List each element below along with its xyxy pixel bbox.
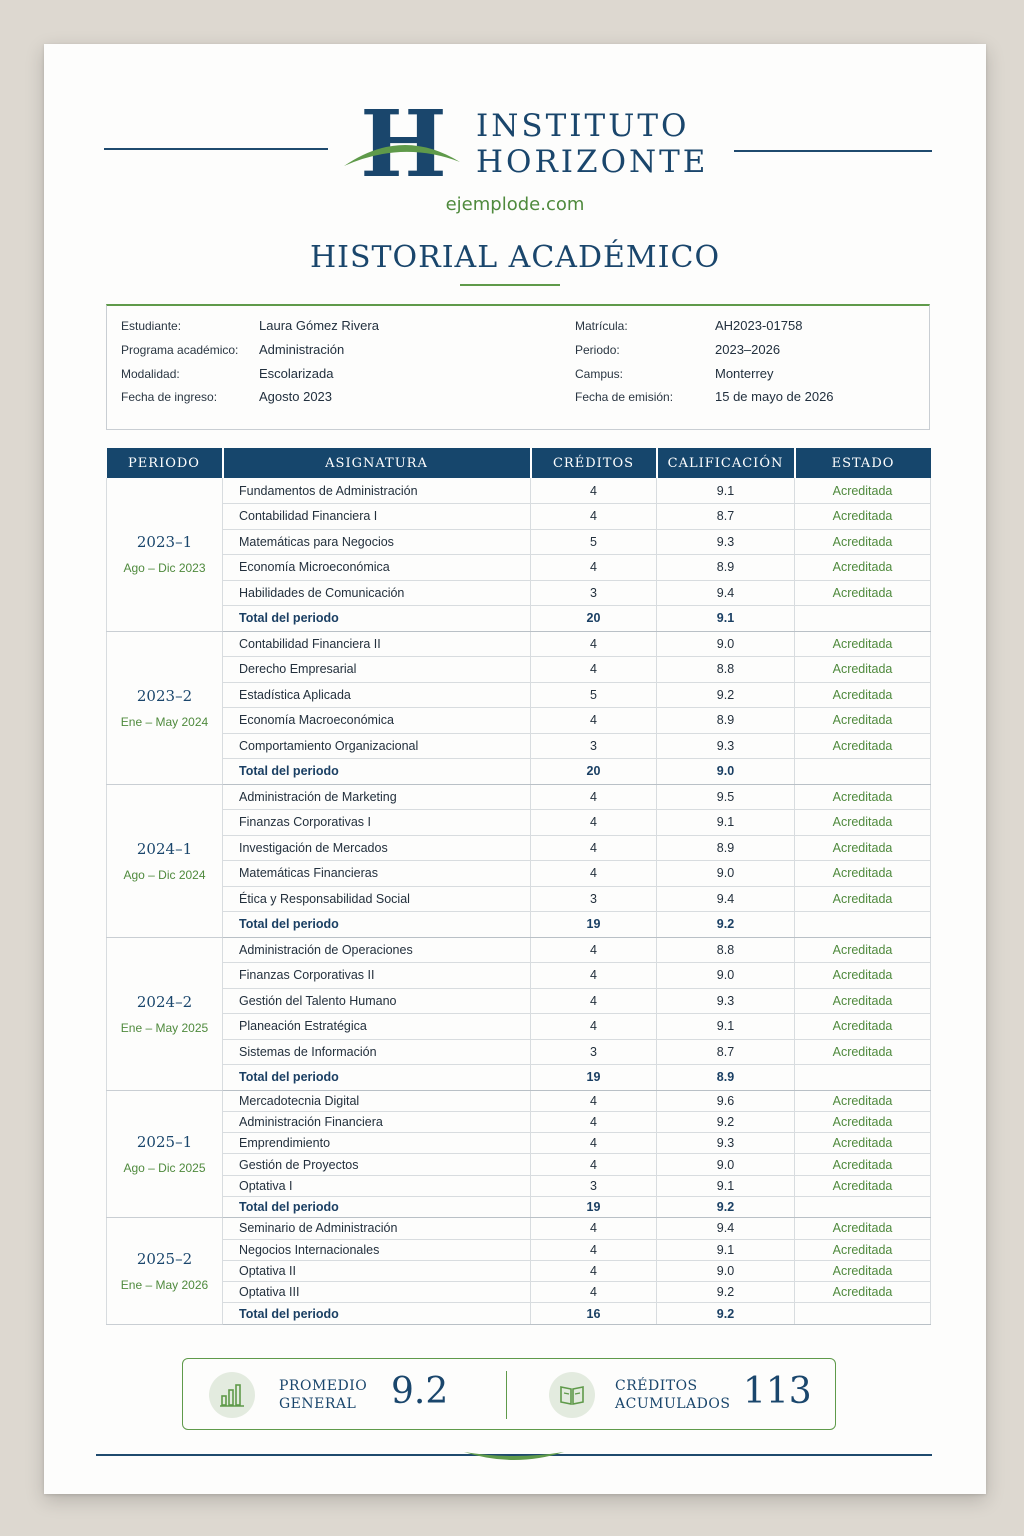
subject-name: Fundamentos de Administración [223, 478, 531, 504]
subject-status: Acreditada [795, 1154, 931, 1175]
subject-status: Acreditada [795, 1090, 931, 1111]
period-total-row [107, 1303, 931, 1324]
info-value: 15 de mayo de 2026 [715, 389, 834, 404]
total-status-empty [795, 606, 931, 632]
subject-credits: 4 [531, 1014, 657, 1040]
credits-label [615, 1377, 730, 1413]
credits-value: 113 [743, 1371, 812, 1412]
subject-status: Acreditada [795, 937, 931, 963]
total-credits: 19 [531, 1065, 657, 1091]
subject-credits: 4 [531, 631, 657, 657]
subject-name: Gestión de Proyectos [223, 1154, 531, 1175]
institution-name [476, 108, 708, 180]
subject-grade: 9.6 [657, 1090, 795, 1111]
subject-grade: 8.7 [657, 504, 795, 530]
total-status-empty [795, 759, 931, 785]
header-creditos: CRÉDITOS [531, 448, 657, 478]
subject-grade: 9.4 [657, 886, 795, 912]
subject-status: Acreditada [795, 1218, 931, 1239]
summary-box [182, 1358, 836, 1430]
header-rule-left [104, 148, 328, 150]
info-label: Programa académico: [121, 343, 239, 357]
table-row [107, 1175, 931, 1196]
subject-grade: 9.2 [657, 682, 795, 708]
subject-grade: 9.3 [657, 988, 795, 1014]
subject-credits: 3 [531, 1039, 657, 1065]
subject-grade: 9.5 [657, 784, 795, 810]
subject-status: Acreditada [795, 478, 931, 504]
period-range: Ago – Dic 2025 [123, 1160, 206, 1175]
subject-status: Acreditada [795, 1014, 931, 1040]
subject-credits: 4 [531, 1260, 657, 1281]
subject-status: Acreditada [795, 1260, 931, 1281]
table-row [107, 1260, 931, 1281]
subject-name: Optativa II [223, 1260, 531, 1281]
subject-credits: 4 [531, 1218, 657, 1239]
info-label: Periodo: [575, 343, 620, 357]
period-code: 2025–1 [136, 1132, 193, 1151]
subject-credits: 4 [531, 1111, 657, 1132]
table-row [107, 1090, 931, 1111]
subject-status: Acreditada [795, 580, 931, 606]
table-row [107, 810, 931, 836]
subject-credits: 4 [531, 988, 657, 1014]
table-row [107, 1133, 931, 1154]
subject-name: Matemáticas para Negocios [223, 529, 531, 555]
institute-logo [342, 96, 472, 186]
subject-grade: 9.3 [657, 529, 795, 555]
header-estado: ESTADO [795, 448, 931, 478]
table-row [107, 478, 931, 504]
table-header-row [107, 448, 931, 478]
period-cell [107, 478, 223, 631]
subject-status: Acreditada [795, 708, 931, 734]
header-calificacion: CALIFICACIÓN [657, 448, 795, 478]
info-label: Estudiante: [121, 319, 182, 333]
table-row [107, 937, 931, 963]
table-row [107, 504, 931, 530]
subject-name: Administración de Marketing [223, 784, 531, 810]
period-total-row [107, 912, 931, 938]
subject-status: Acreditada [795, 1133, 931, 1154]
subject-name: Comportamiento Organizacional [223, 733, 531, 759]
info-label: Matrícula: [575, 319, 628, 333]
total-status-empty [795, 1196, 931, 1217]
total-label: Total del periodo [223, 912, 531, 938]
subject-credits: 3 [531, 733, 657, 759]
table-row [107, 580, 931, 606]
table-row [107, 1239, 931, 1260]
subject-name: Contabilidad Financiera II [223, 631, 531, 657]
subject-status: Acreditada [795, 1282, 931, 1303]
average-label [279, 1377, 367, 1413]
period-cell [107, 784, 223, 937]
subject-name: Planeación Estratégica [223, 1014, 531, 1040]
header-asignatura: ASIGNATURA [223, 448, 531, 478]
subject-grade: 9.3 [657, 1133, 795, 1154]
total-label: Total del periodo [223, 1303, 531, 1324]
period-code: 2023–1 [136, 533, 193, 552]
subject-grade: 9.0 [657, 1260, 795, 1281]
title-underline [460, 284, 560, 286]
open-book-icon [549, 1372, 595, 1418]
subject-credits: 4 [531, 963, 657, 989]
period-total-row [107, 1065, 931, 1091]
period-total-row [107, 1196, 931, 1217]
subject-name: Mercadotecnia Digital [223, 1090, 531, 1111]
header-rule-right [734, 150, 932, 152]
total-grade: 9.2 [657, 1196, 795, 1217]
subject-credits: 4 [531, 810, 657, 836]
header-periodo: PERIODO [107, 448, 223, 478]
subject-grade: 8.8 [657, 657, 795, 683]
table-row [107, 963, 931, 989]
subject-grade: 9.1 [657, 1239, 795, 1260]
total-label: Total del periodo [223, 1196, 531, 1217]
subject-credits: 4 [531, 1133, 657, 1154]
subject-name: Investigación de Mercados [223, 835, 531, 861]
subject-status: Acreditada [795, 1111, 931, 1132]
subject-name: Optativa I [223, 1175, 531, 1196]
subject-name: Matemáticas Financieras [223, 861, 531, 887]
total-label: Total del periodo [223, 759, 531, 785]
subject-credits: 3 [531, 1175, 657, 1196]
subject-grade: 8.7 [657, 1039, 795, 1065]
subject-status: Acreditada [795, 886, 931, 912]
subject-grade: 9.0 [657, 963, 795, 989]
total-grade: 8.9 [657, 1065, 795, 1091]
period-range: Ago – Dic 2023 [123, 561, 206, 576]
table-row [107, 988, 931, 1014]
period-range: Ene – May 2025 [120, 1020, 209, 1035]
info-label: Campus: [575, 367, 624, 381]
info-value: Escolarizada [259, 366, 334, 381]
info-value: AH2023-01758 [715, 318, 803, 333]
total-grade: 9.2 [657, 1303, 795, 1324]
subject-grade: 9.0 [657, 861, 795, 887]
period-cell [107, 631, 223, 784]
credits-label-line1: CRÉDITOS [615, 1378, 698, 1394]
credits-label-line2: ACUMULADOS [615, 1396, 731, 1412]
subject-name: Administración Financiera [223, 1111, 531, 1132]
table-row [107, 784, 931, 810]
period-code: 2024–1 [136, 839, 193, 858]
grades-table [106, 448, 931, 1325]
subject-status: Acreditada [795, 988, 931, 1014]
table-row [107, 708, 931, 734]
table-row [107, 1154, 931, 1175]
total-label: Total del periodo [223, 606, 531, 632]
subject-name: Economía Microeconómica [223, 555, 531, 581]
total-credits: 19 [531, 1196, 657, 1217]
info-value: Agosto 2023 [259, 389, 333, 404]
summary-divider [506, 1371, 507, 1419]
table-row [107, 1282, 931, 1303]
table-row [107, 529, 931, 555]
subject-name: Negocios Internacionales [223, 1239, 531, 1260]
table-row [107, 835, 931, 861]
table-row [107, 657, 931, 683]
total-status-empty [795, 912, 931, 938]
total-grade: 9.1 [657, 606, 795, 632]
subject-grade: 8.9 [657, 835, 795, 861]
total-credits: 19 [531, 912, 657, 938]
period-range: Ago – Dic 2024 [123, 867, 206, 882]
table-row [107, 631, 931, 657]
subject-credits: 4 [531, 657, 657, 683]
period-code: 2023–2 [136, 686, 193, 705]
subject-status: Acreditada [795, 835, 931, 861]
subject-grade: 8.9 [657, 708, 795, 734]
period-cell [107, 937, 223, 1090]
table-row [107, 1218, 931, 1239]
transcript-sheet [44, 44, 986, 1494]
subject-name: Seminario de Administración [223, 1218, 531, 1239]
total-credits: 20 [531, 759, 657, 785]
table-row [107, 733, 931, 759]
subject-credits: 4 [531, 1154, 657, 1175]
info-value: Administración [259, 342, 345, 357]
subject-status: Acreditada [795, 1239, 931, 1260]
subject-name: Ética y Responsabilidad Social [223, 886, 531, 912]
total-status-empty [795, 1303, 931, 1324]
subject-grade: 9.4 [657, 1218, 795, 1239]
subject-status: Acreditada [795, 1175, 931, 1196]
subject-credits: 4 [531, 504, 657, 530]
subject-name: Finanzas Corporativas II [223, 963, 531, 989]
period-cell [107, 1218, 223, 1324]
subject-name: Contabilidad Financiera I [223, 504, 531, 530]
subject-grade: 9.2 [657, 1111, 795, 1132]
period-cell [107, 1090, 223, 1218]
subject-status: Acreditada [795, 504, 931, 530]
subject-grade: 9.1 [657, 1175, 795, 1196]
subject-grade: 9.2 [657, 1282, 795, 1303]
table-row [107, 555, 931, 581]
subject-credits: 4 [531, 861, 657, 887]
subject-name: Administración de Operaciones [223, 937, 531, 963]
subject-credits: 3 [531, 886, 657, 912]
total-label: Total del periodo [223, 1065, 531, 1091]
subject-name: Optativa III [223, 1282, 531, 1303]
table-row [107, 886, 931, 912]
subject-name: Estadística Aplicada [223, 682, 531, 708]
subject-name: Finanzas Corporativas I [223, 810, 531, 836]
info-value: Laura Gómez Rivera [259, 318, 379, 333]
subject-grade: 9.1 [657, 810, 795, 836]
logo-letter: H [360, 96, 447, 186]
table-row [107, 682, 931, 708]
subject-status: Acreditada [795, 810, 931, 836]
subject-name: Derecho Empresarial [223, 657, 531, 683]
subject-credits: 4 [531, 1282, 657, 1303]
table-row [107, 1014, 931, 1040]
total-status-empty [795, 1065, 931, 1091]
info-value: Monterrey [715, 366, 774, 381]
info-label: Fecha de emisión: [575, 390, 674, 404]
subject-status: Acreditada [795, 963, 931, 989]
period-total-row [107, 606, 931, 632]
period-code: 2024–2 [136, 992, 193, 1011]
subject-grade: 9.4 [657, 580, 795, 606]
subject-grade: 9.1 [657, 1014, 795, 1040]
average-label-line2: GENERAL [279, 1396, 357, 1412]
bar-chart-icon [209, 1372, 255, 1418]
total-grade: 9.2 [657, 912, 795, 938]
table-row [107, 1039, 931, 1065]
subject-status: Acreditada [795, 861, 931, 887]
subject-credits: 4 [531, 835, 657, 861]
subject-credits: 4 [531, 937, 657, 963]
subject-name: Economía Macroeconómica [223, 708, 531, 734]
subject-status: Acreditada [795, 733, 931, 759]
subject-grade: 9.1 [657, 478, 795, 504]
period-total-row [107, 759, 931, 785]
institution-name-line2: HORIZONTE [476, 144, 709, 180]
subject-status: Acreditada [795, 555, 931, 581]
institution-name-line1: INSTITUTO [476, 108, 690, 144]
subject-grade: 9.3 [657, 733, 795, 759]
info-label: Fecha de ingreso: [121, 390, 218, 404]
subject-grade: 9.0 [657, 1154, 795, 1175]
period-code: 2025–2 [136, 1250, 193, 1269]
info-value: 2023–2026 [715, 342, 781, 357]
subject-credits: 4 [531, 708, 657, 734]
subject-name: Gestión del Talento Humano [223, 988, 531, 1014]
total-credits: 16 [531, 1303, 657, 1324]
subject-grade: 8.9 [657, 555, 795, 581]
student-info-box [106, 304, 930, 430]
subject-name: Habilidades de Comunicación [223, 580, 531, 606]
footer-ornament [454, 1446, 574, 1466]
subject-credits: 3 [531, 580, 657, 606]
subject-credits: 4 [531, 555, 657, 581]
subject-status: Acreditada [795, 1039, 931, 1065]
subject-status: Acreditada [795, 657, 931, 683]
subject-credits: 4 [531, 1239, 657, 1260]
subject-name: Emprendimiento [223, 1133, 531, 1154]
subject-credits: 5 [531, 529, 657, 555]
info-label: Modalidad: [121, 367, 180, 381]
table-row [107, 1111, 931, 1132]
subject-credits: 5 [531, 682, 657, 708]
subject-status: Acreditada [795, 529, 931, 555]
website-link[interactable]: ejemplode.com [445, 194, 585, 215]
period-range: Ene – May 2024 [120, 714, 209, 729]
subject-grade: 8.8 [657, 937, 795, 963]
subject-credits: 4 [531, 478, 657, 504]
document-title: HISTORIAL ACADÉMICO [309, 240, 721, 275]
subject-grade: 9.0 [657, 631, 795, 657]
period-range: Ene – May 2026 [120, 1278, 209, 1293]
subject-name: Sistemas de Información [223, 1039, 531, 1065]
total-credits: 20 [531, 606, 657, 632]
average-label-line1: PROMEDIO [279, 1378, 368, 1394]
average-value: 9.2 [391, 1371, 449, 1412]
table-row [107, 861, 931, 887]
subject-status: Acreditada [795, 784, 931, 810]
subject-credits: 4 [531, 784, 657, 810]
subject-status: Acreditada [795, 682, 931, 708]
total-grade: 9.0 [657, 759, 795, 785]
subject-status: Acreditada [795, 631, 931, 657]
subject-credits: 4 [531, 1090, 657, 1111]
